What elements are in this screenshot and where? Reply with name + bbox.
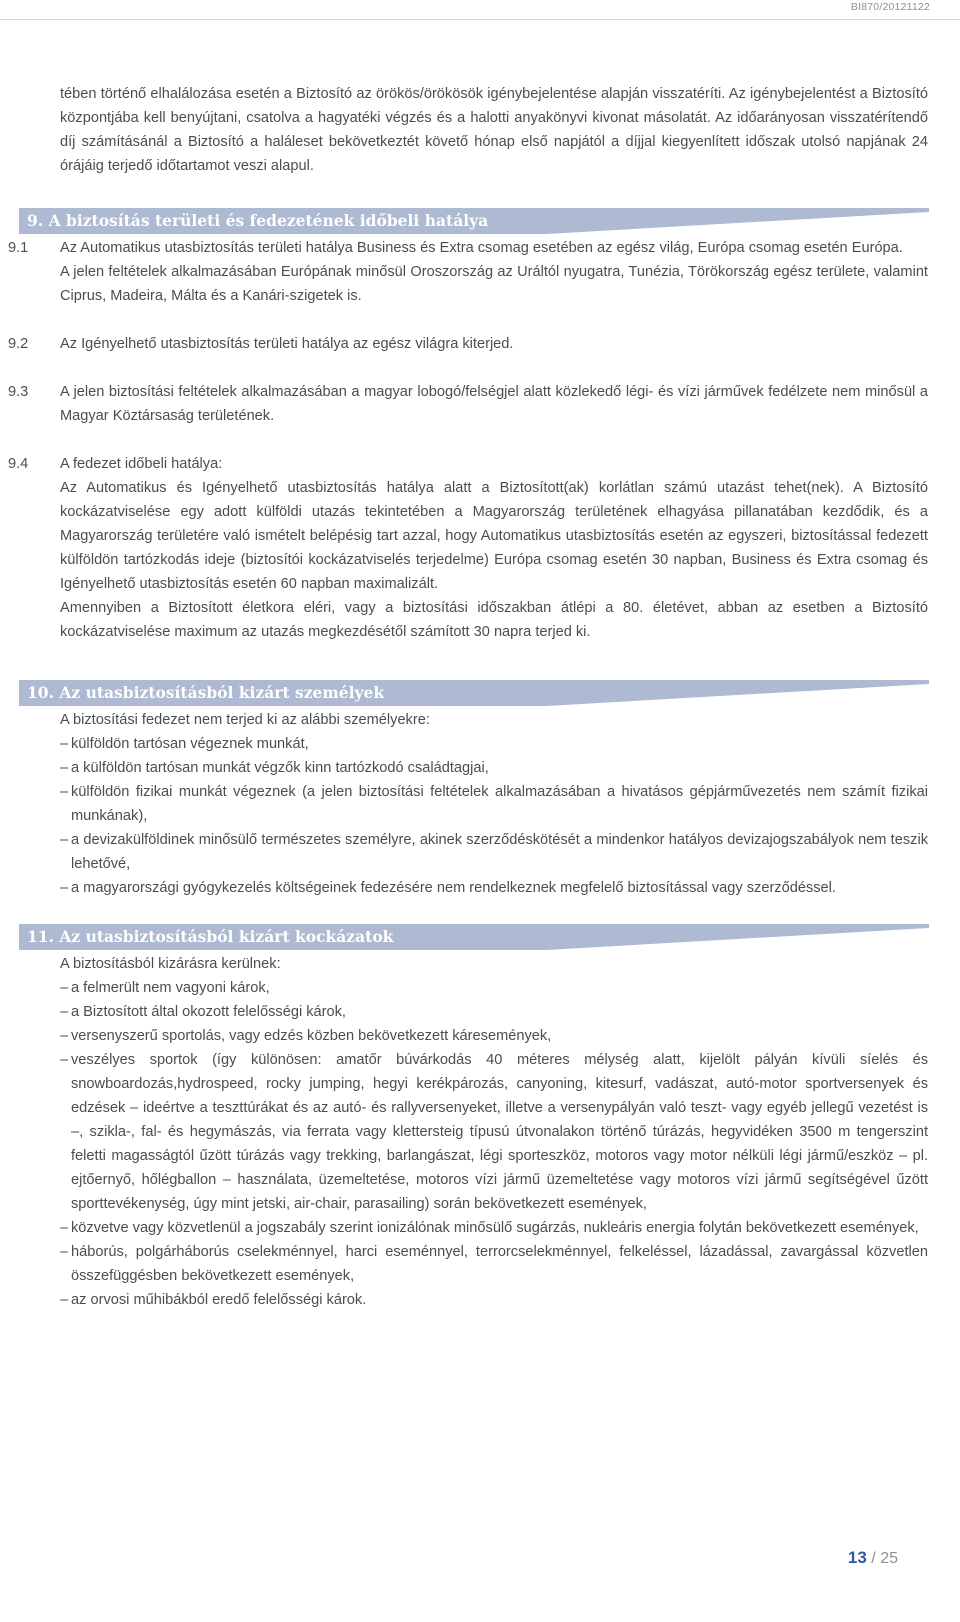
list-item: – külföldön tartósan végeznek munkát,: [60, 732, 928, 756]
list-item: – veszélyes sportok (így különösen: amatőr búvárkodás 40 méteres mélység alatt, kijelölt pályán kívüli síelés és snowboardozás,hydrospeed, rocky jumping, hegyi kerékpározás, canyoning, kitesurf, vadászat, autó-motor sportversenyek és edzések – ideértve a teszttúrákat és az autó- és rallyversenyeket, illetve a versenypályán való teszt- vagy egyéb jellegű vezetést is –, szikla-, fal- és hegymászás, via ferrata vagy klettersteig típusú útvonalakon történő túrázás, hegyvidéken 3500 m tengerszint feletti magasságtól űzött túrázás vagy trekking, barlangászat, légi sporteszköz, motoros vagy motor nélküli légi jármű/eszköz – pl. ejtőernyő, hőlégballon – használata, üzemeltetése, motoros vízi jármű üzemeltetése vagy motoros vízi jármű segítségével űzött sporttevékenység, úgy mint jetski, air-chair, parasailing) során bekövetkezett események,: [60, 1048, 928, 1216]
list-item: – a magyarországi gyógykezelés költségeinek fedezésére nem rendelkeznek megfelelő biztosítással vagy szerződéssel.: [60, 876, 928, 900]
dash-icon: –: [60, 1292, 69, 1308]
list-item: – a Biztosított által okozott felelősségi károk,: [60, 1000, 928, 1024]
section-10-title: 10. Az utasbiztosításból kizárt személyek: [27, 683, 385, 702]
clause-text: A jelen feltételek alkalmazásában Európának minősül Oroszország az Uráltól nyugatra, Tunézia, Törökország egész területe, valamint Ciprus, Madeira, Málta és a Kanári-szigetek is.: [60, 264, 928, 304]
page-number: [848, 1546, 898, 1571]
section-9-heading: [19, 208, 929, 234]
dash-icon: –: [60, 880, 69, 896]
clause-text: A jelen biztosítási feltételek alkalmazásában a magyar lobogó/felségjel alatt közlekedő légi- és vízi járművek fedélzete nem minősül a Magyar Köztársaság területének.: [60, 384, 928, 424]
dash-icon: –: [60, 760, 69, 776]
clause-9-4: [8, 452, 928, 644]
header-rule: [0, 19, 960, 20]
section-11-heading: [19, 924, 929, 950]
clause-number: 9.3: [8, 384, 29, 400]
clause-text: Az Automatikus utasbiztosítás területi hatálya Business és Extra csomag esetében az egész világ, Európa csomag esetén Európa.: [60, 240, 903, 256]
intro-paragraph: tében történő elhalálozása esetén a Biztosító az örökös/örökösök igénybejelentése alapján visszatéríti. Az igénybejelentést a Biztosító központjába kell benyújtani, csatolva a hagyatéki végzés és a halotti anyakönyvi kivonat másolatát. Az időarányosan visszatérítendő díj számításánál a Biztosító a haláleset bekövetkeztét követő hónap első napjától a díjjal kiegyenlített időszak utolsó napjának 24 órájáig terjedő időtartamot veszi alapul.: [60, 86, 928, 174]
clause-number: 9.4: [8, 456, 29, 472]
list-item: – a felmerült nem vagyoni károk,: [60, 976, 928, 1000]
list-item: – közvetve vagy közvetlenül a jogszabály szerint ionizálónak minősülő sugárzás, nukleáris energia folytán bekövetkezett események,: [60, 1216, 928, 1240]
list-item: – külföldön fizikai munkát végeznek (a jelen biztosítási feltételek alkalmazásában a hivatásos gépjárművezetés nem számít fizikai munkának),: [60, 780, 928, 828]
total-pages: 25: [880, 1550, 898, 1567]
list-item: – a devizakülföldinek minősülő természetes személyre, akinek szerződéskötését a mindenkor hatályos devizajogszabályok nem teszik lehetővé,: [60, 828, 928, 876]
list-item: – háborús, polgárháborús cselekménnyel, harci eseménnyel, terrorcselekménnyel, felkeléssel, lázadással, zavargással közvetlen összefüggésben bekövetkezett események,: [60, 1240, 928, 1288]
dash-icon: –: [60, 1004, 69, 1020]
clause-9-3: [8, 380, 928, 428]
list-item: – az orvosi műhibákból eredő felelősségi károk.: [60, 1288, 928, 1312]
section-10-heading: [19, 680, 929, 706]
section-11-title: 11. Az utasbiztosításból kizárt kockázatok: [27, 927, 394, 946]
dash-icon: –: [60, 1220, 69, 1236]
clause-number: 9.1: [8, 240, 29, 256]
clause-text: Az Igényelhető utasbiztosítás területi hatálya az egész világra kiterjed.: [60, 336, 514, 352]
document-code: BI870/20121122: [850, 1, 930, 13]
section-11-lead: A biztosításból kizárásra kerülnek:: [60, 956, 281, 972]
dash-icon: –: [60, 1244, 69, 1260]
dash-icon: –: [60, 1028, 69, 1044]
section-10-lead: A biztosítási fedezet nem terjed ki az alábbi személyekre:: [60, 712, 430, 728]
current-page: 13: [847, 1548, 867, 1567]
page-separator: /: [871, 1550, 876, 1567]
clause-text: Az Automatikus és Igényelhető utasbiztosítás hatálya alatt a Biztosított(ak) korlátlan számú utazást tehet(nek). A Biztosító kockázatviselése egy adott külföldi utazás tekintetében a Magyarország területének elhagyása pillanatában kezdődik, és a Magyarország területére való ismételt belépésig tart azzal, hogy Automatikus utasbiztosítás esetén az egyszeri, biztosítással fedezett külföldön tartózkodás ideje (biztosítói kockázatviselés terjedelme) Európa csomag esetén 30 napban, Business és Extra csomag és Igényelhető utasbiztosítás esetén 60 napban maximalizált.: [60, 480, 928, 592]
excluded-persons-list: [60, 732, 928, 900]
dash-icon: –: [60, 736, 69, 752]
dash-icon: –: [60, 784, 69, 800]
list-item: – versenyszerű sportolás, vagy edzés közben bekövetkezett káresemények,: [60, 1024, 928, 1048]
dash-icon: –: [60, 980, 69, 996]
clause-9-1: [8, 236, 928, 308]
section-9-title: 9. A biztosítás területi és fedezetének időbeli hatálya: [27, 211, 489, 230]
clause-9-2: [8, 332, 928, 356]
clause-text: A fedezet időbeli hatálya:: [60, 456, 223, 472]
clause-number: 9.2: [8, 336, 29, 352]
dash-icon: –: [60, 1052, 69, 1068]
clause-text: Amennyiben a Biztosított életkora eléri, vagy a biztosítási időszakban átlépi a 80. életévet, abban az esetben a Biztosító kockázatviselése maximum az utazás megkezdésétől számított 30 napra terjed ki.: [60, 600, 928, 640]
list-item: – a külföldön tartósan munkát végzők kinn tartózkodó családtagjai,: [60, 756, 928, 780]
page-content: [8, 82, 928, 1312]
excluded-risks-list: [60, 976, 928, 1312]
dash-icon: –: [60, 832, 69, 848]
